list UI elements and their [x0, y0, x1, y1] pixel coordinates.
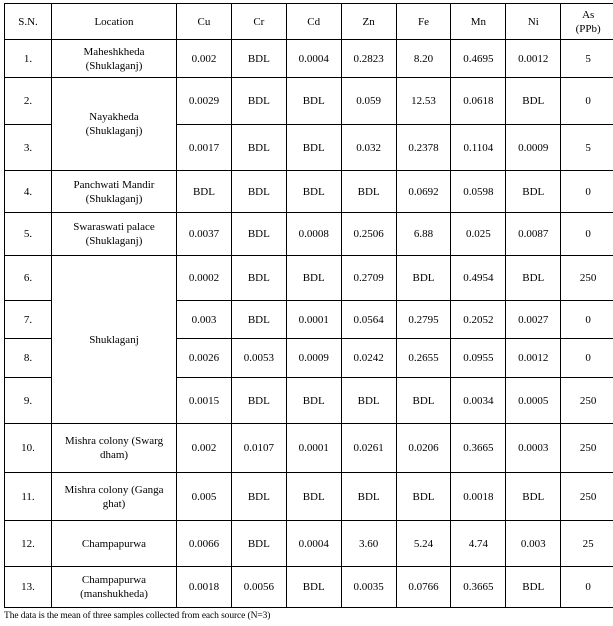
cell-sn: 7.: [5, 301, 52, 339]
cell-fe: BDL: [396, 378, 451, 424]
cell-zn: 3.60: [341, 521, 396, 567]
cell-sn: 3.: [5, 125, 52, 171]
cell-cd: BDL: [286, 256, 341, 301]
cell-ni: 0.0087: [506, 213, 561, 256]
cell-cu: 0.002: [177, 424, 232, 473]
cell-sn: 11.: [5, 473, 52, 521]
cell-cu: 0.002: [177, 40, 232, 78]
cell-sn: 5.: [5, 213, 52, 256]
cell-location: Nayakheda (Shuklaganj): [52, 78, 177, 171]
cell-mn: 0.3665: [451, 424, 506, 473]
cell-cu: 0.0015: [177, 378, 232, 424]
cell-sn: 9.: [5, 378, 52, 424]
cell-sn: 8.: [5, 339, 52, 378]
cell-cd: 0.0004: [286, 521, 341, 567]
cell-as: 0: [561, 78, 613, 125]
cell-cd: BDL: [286, 125, 341, 171]
cell-ni: BDL: [506, 171, 561, 213]
heavy-metals-table: [4, 3, 613, 608]
cell-cu: 0.0066: [177, 521, 232, 567]
table-row: [5, 40, 613, 78]
header-mn: Mn: [451, 4, 506, 40]
cell-cr: BDL: [231, 521, 286, 567]
cell-as: 0: [561, 171, 613, 213]
cell-as: 0: [561, 213, 613, 256]
cell-location: Swaraswati palace (Shuklaganj): [52, 213, 177, 256]
cell-cd: 0.0008: [286, 213, 341, 256]
table-row: [5, 256, 613, 301]
header-fe: Fe: [396, 4, 451, 40]
cell-cu: BDL: [177, 171, 232, 213]
cell-fe: 0.2655: [396, 339, 451, 378]
cell-mn: 0.1104: [451, 125, 506, 171]
cell-as: 0: [561, 339, 613, 378]
cell-ni: BDL: [506, 78, 561, 125]
cell-ni: BDL: [506, 473, 561, 521]
table-row: [5, 473, 613, 521]
cell-cr: BDL: [231, 213, 286, 256]
cell-ni: BDL: [506, 567, 561, 608]
cell-fe: 5.24: [396, 521, 451, 567]
cell-cr: BDL: [231, 301, 286, 339]
cell-zn: 0.2506: [341, 213, 396, 256]
cell-zn: 0.0564: [341, 301, 396, 339]
cell-fe: BDL: [396, 256, 451, 301]
cell-cr: BDL: [231, 378, 286, 424]
cell-as: 0: [561, 301, 613, 339]
table-row: [5, 521, 613, 567]
cell-location: Mishra colony (Ganga ghat): [52, 473, 177, 521]
cell-location: Maheshkheda (Shuklaganj): [52, 40, 177, 78]
cell-cd: 0.0001: [286, 301, 341, 339]
header-as: As (PPb): [561, 4, 613, 40]
cell-cu: 0.0002: [177, 256, 232, 301]
cell-cu: 0.0017: [177, 125, 232, 171]
cell-location: Mishra colony (Swarg dham): [52, 424, 177, 473]
cell-fe: 6.88: [396, 213, 451, 256]
cell-cd: BDL: [286, 378, 341, 424]
cell-mn: 0.0598: [451, 171, 506, 213]
cell-cr: 0.0107: [231, 424, 286, 473]
cell-as: 250: [561, 424, 613, 473]
cell-ni: 0.0012: [506, 40, 561, 78]
cell-sn: 1.: [5, 40, 52, 78]
cell-location: Champapurwa (manshukheda): [52, 567, 177, 608]
cell-mn: 0.0618: [451, 78, 506, 125]
header-cd: Cd: [286, 4, 341, 40]
cell-cr: BDL: [231, 171, 286, 213]
footnote: The data is the mean of three samples collected from each source (N=3): [4, 611, 271, 621]
cell-zn: 0.0242: [341, 339, 396, 378]
table-body: [5, 40, 613, 608]
cell-ni: 0.003: [506, 521, 561, 567]
cell-cd: BDL: [286, 78, 341, 125]
cell-cr: 0.0056: [231, 567, 286, 608]
cell-mn: 0.4954: [451, 256, 506, 301]
cell-fe: 0.0766: [396, 567, 451, 608]
cell-cu: 0.005: [177, 473, 232, 521]
cell-fe: 0.2795: [396, 301, 451, 339]
cell-mn: 0.0034: [451, 378, 506, 424]
cell-as: 5: [561, 40, 613, 78]
header-sn: S.N.: [5, 4, 52, 40]
cell-cu: 0.0018: [177, 567, 232, 608]
cell-mn: 0.2052: [451, 301, 506, 339]
cell-as: 250: [561, 473, 613, 521]
table-row: [5, 424, 613, 473]
cell-as: 250: [561, 378, 613, 424]
cell-ni: 0.0009: [506, 125, 561, 171]
cell-location: Panchwati Mandir (Shuklaganj): [52, 171, 177, 213]
cell-zn: 0.0035: [341, 567, 396, 608]
cell-as: 0: [561, 567, 613, 608]
cell-fe: 8.20: [396, 40, 451, 78]
cell-cd: 0.0009: [286, 339, 341, 378]
cell-cd: BDL: [286, 171, 341, 213]
table-row: [5, 567, 613, 608]
cell-cr: BDL: [231, 78, 286, 125]
header-cu: Cu: [177, 4, 232, 40]
cell-ni: 0.0012: [506, 339, 561, 378]
cell-mn: 0.0955: [451, 339, 506, 378]
cell-location: Shuklaganj: [52, 256, 177, 424]
cell-zn: BDL: [341, 378, 396, 424]
cell-as: 25: [561, 521, 613, 567]
cell-ni: 0.0003: [506, 424, 561, 473]
cell-fe: 0.0206: [396, 424, 451, 473]
cell-fe: BDL: [396, 473, 451, 521]
cell-cd: BDL: [286, 567, 341, 608]
cell-fe: 0.2378: [396, 125, 451, 171]
table-row: [5, 171, 613, 213]
cell-cr: BDL: [231, 125, 286, 171]
cell-sn: 12.: [5, 521, 52, 567]
cell-cd: 0.0004: [286, 40, 341, 78]
cell-sn: 10.: [5, 424, 52, 473]
cell-as: 250: [561, 256, 613, 301]
cell-fe: 12.53: [396, 78, 451, 125]
cell-cd: 0.0001: [286, 424, 341, 473]
cell-ni: 0.0027: [506, 301, 561, 339]
cell-sn: 13.: [5, 567, 52, 608]
cell-zn: 0.059: [341, 78, 396, 125]
cell-cr: BDL: [231, 256, 286, 301]
table-row: [5, 78, 613, 125]
cell-zn: BDL: [341, 473, 396, 521]
cell-mn: 4.74: [451, 521, 506, 567]
cell-zn: 0.2823: [341, 40, 396, 78]
cell-zn: BDL: [341, 171, 396, 213]
header-location: Location: [52, 4, 177, 40]
cell-cu: 0.003: [177, 301, 232, 339]
cell-sn: 2.: [5, 78, 52, 125]
header-cr: Cr: [231, 4, 286, 40]
table-header-row: [5, 4, 613, 40]
cell-cu: 0.0037: [177, 213, 232, 256]
table-row: [5, 213, 613, 256]
cell-cr: BDL: [231, 40, 286, 78]
cell-mn: 0.0018: [451, 473, 506, 521]
cell-fe: 0.0692: [396, 171, 451, 213]
cell-zn: 0.2709: [341, 256, 396, 301]
cell-sn: 6.: [5, 256, 52, 301]
cell-cd: BDL: [286, 473, 341, 521]
cell-mn: 0.025: [451, 213, 506, 256]
header-zn: Zn: [341, 4, 396, 40]
cell-mn: 0.3665: [451, 567, 506, 608]
cell-ni: 0.0005: [506, 378, 561, 424]
header-ni: Ni: [506, 4, 561, 40]
cell-cr: 0.0053: [231, 339, 286, 378]
cell-zn: 0.0261: [341, 424, 396, 473]
cell-sn: 4.: [5, 171, 52, 213]
cell-location: Champapurwa: [52, 521, 177, 567]
cell-as: 5: [561, 125, 613, 171]
cell-cu: 0.0026: [177, 339, 232, 378]
cell-ni: BDL: [506, 256, 561, 301]
cell-mn: 0.4695: [451, 40, 506, 78]
cell-cr: BDL: [231, 473, 286, 521]
cell-zn: 0.032: [341, 125, 396, 171]
cell-cu: 0.0029: [177, 78, 232, 125]
